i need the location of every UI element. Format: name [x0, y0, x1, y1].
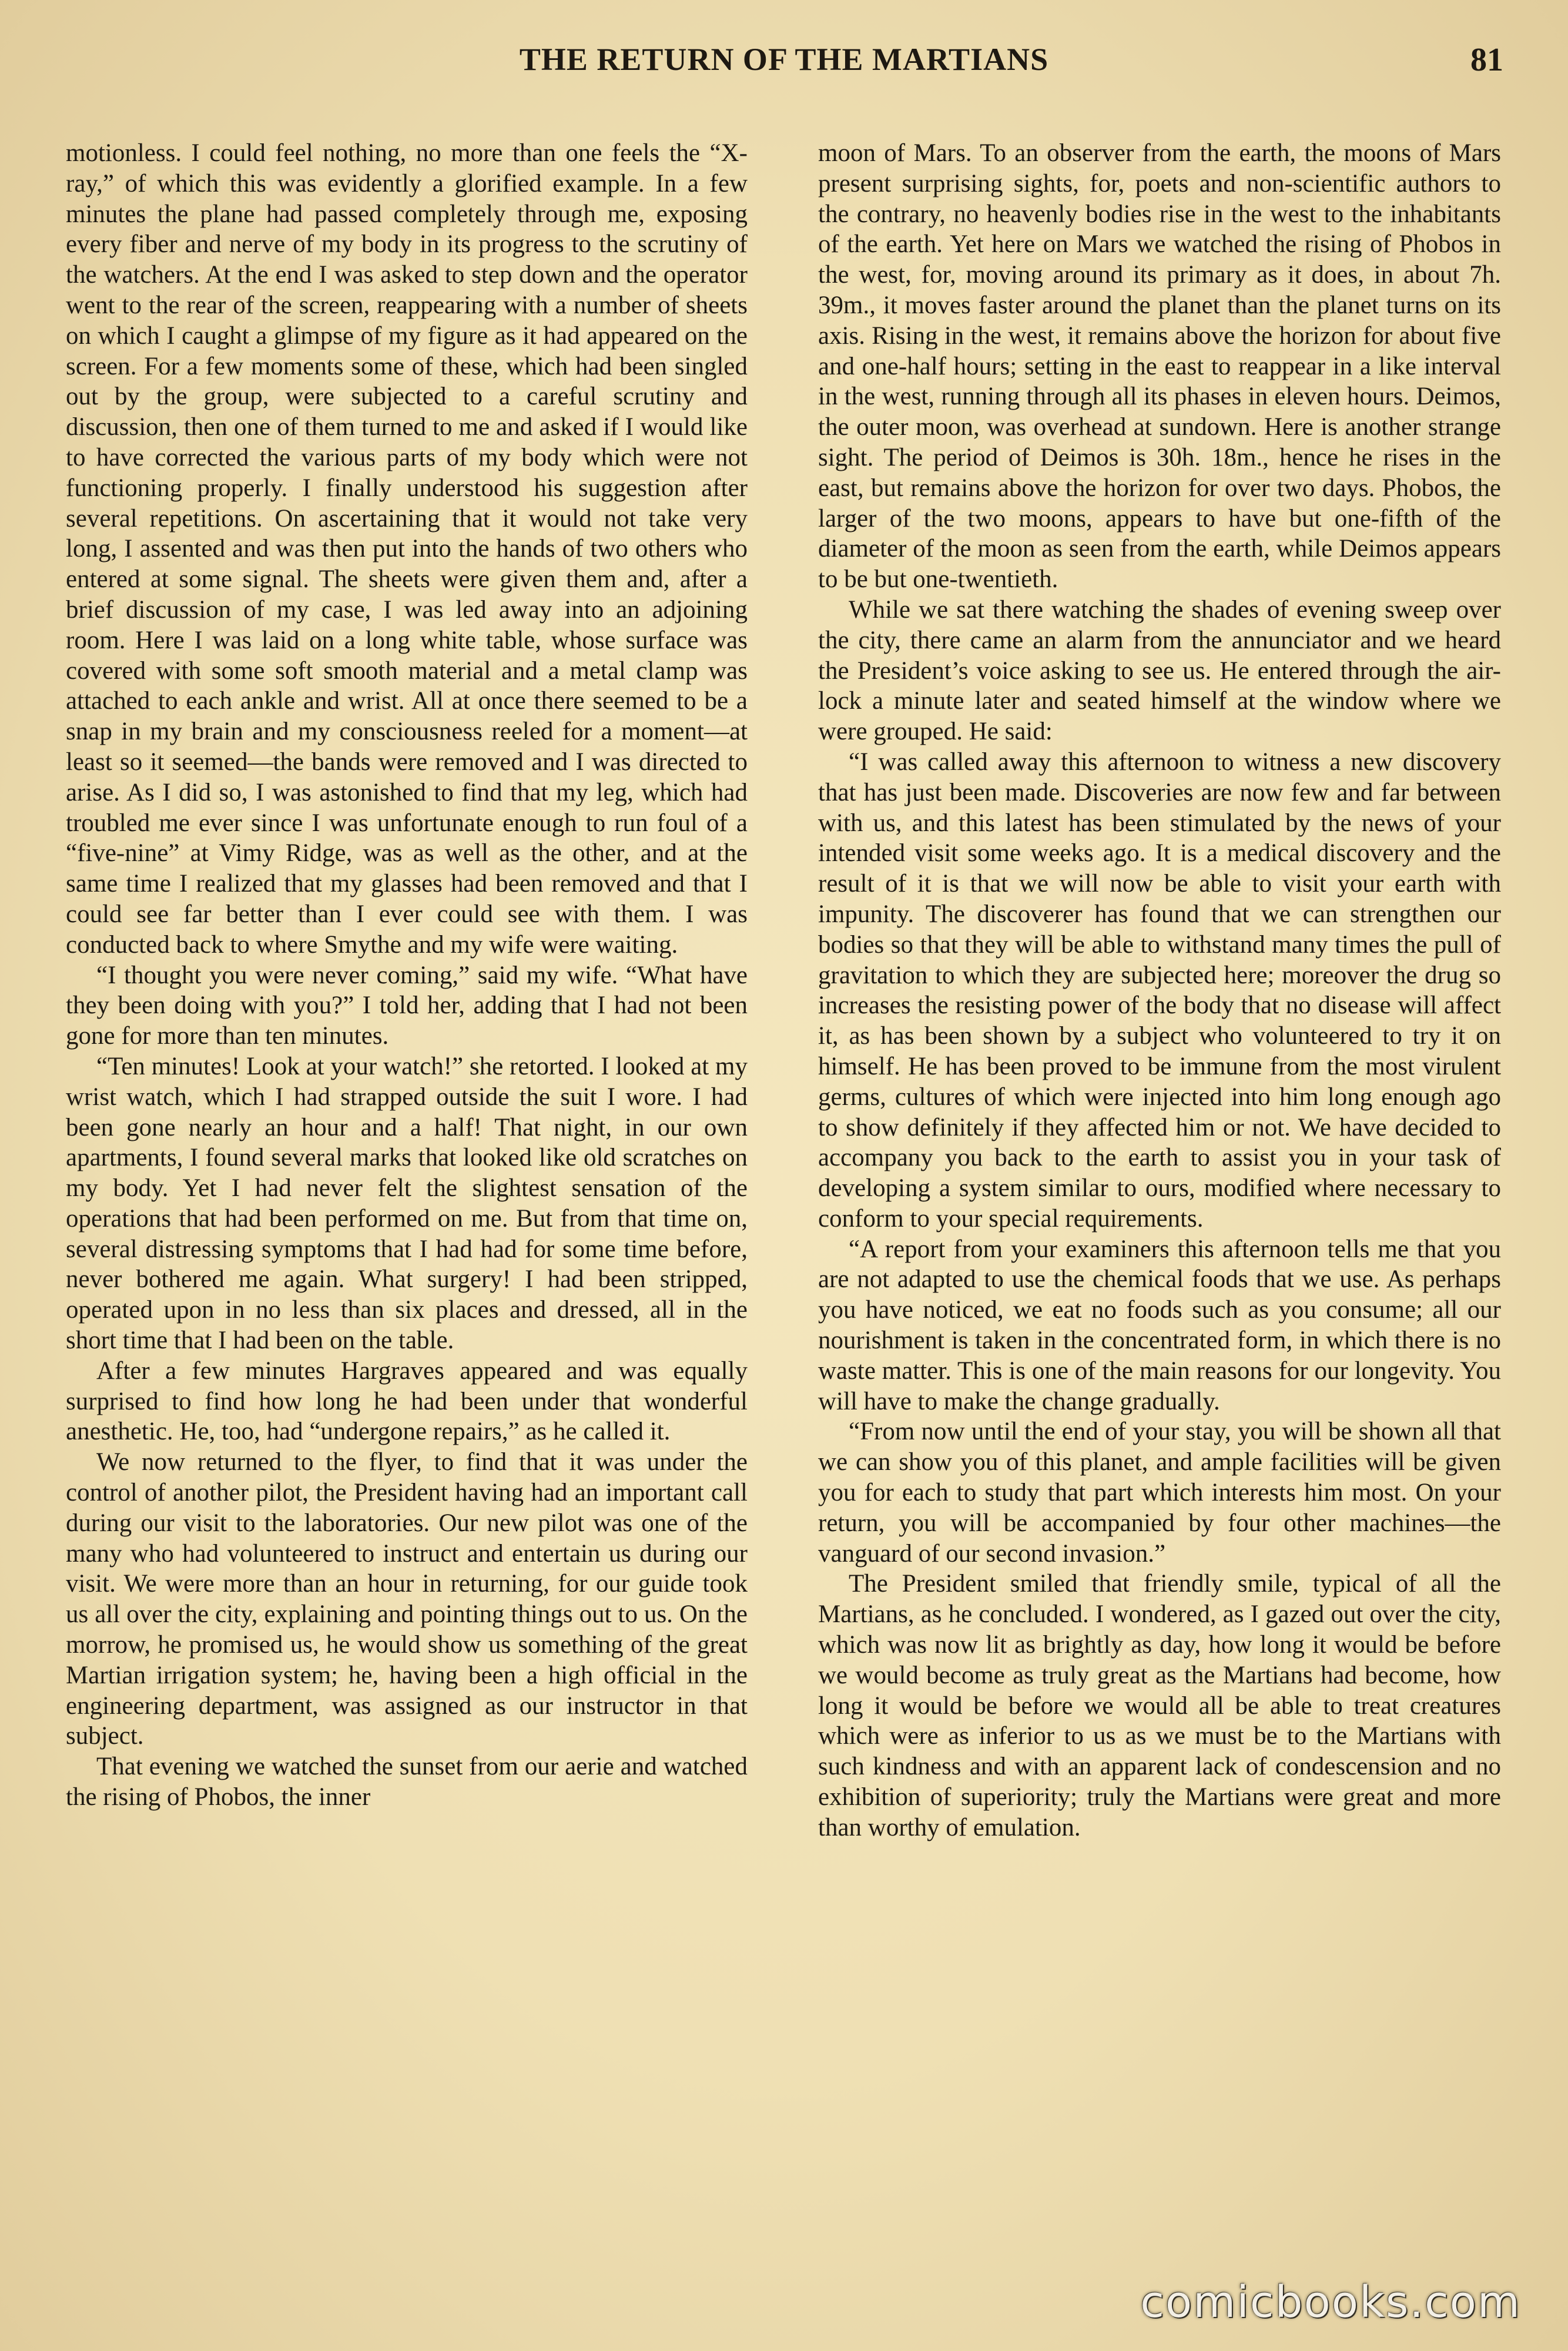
- paragraph: The President smiled that friendly smile, typical of all the Martians, as he concluded. I wondered, as I gazed out over the city, which was now lit as brightly as day, how long it would be before we would become as truly great as the Martians had become, how long it would be before we would all be able to treat creatures which were as inferior to us as we must be to the Martians with such kindness and with an apparent lack of condescension and no exhibition of superiority; truly the Martians were great and more than worthy of emulation.: [818, 1570, 1501, 1841]
- paragraph: While we sat there watching the shades of evening sweep over the city, there came an alarm from the annunciator and we heard the President’s voice asking to see us. He entered through the air-lock a minute later and seated himself at the window where we were grouped. He said:: [818, 595, 1501, 746]
- paragraph: motionless. I could feel nothing, no more than one feels the “X-ray,” of which this was evidently a glorified example. In a few minutes the plane had passed completely through me, exposing every fiber and nerve of my body in its progress to the scrutiny of the watchers. At the end I was asked to step down and the operator went to the rear of the screen, reappearing with a number of sheets on which I caught a glimpse of my figure as it had appeared on the screen. For a few moments some of these, which had been singled out by the group, were subjected to a careful scrutiny and discussion, then one of them turned to me and asked if I would like to have corrected the various parts of my body which were not functioning properly. I finally understood his suggestion after several repetitions. On ascertaining that it would not take very long, I assented and was then put into the hands of two others who entered at some signal. The sheets were given them and, after a brief discussion of my case, I was led away into an adjoining room. Here I was laid on a long white table, whose surface was covered with some soft smooth material and a metal clamp was attached to each ankle and wrist. All at once there seemed to be a snap in my brain and my consciousness reeled for a moment—at least so it seemed—the bands were removed and I was directed to arise. As I did so, I was astonished to find that my leg, which had troubled me ever since I was unfortunate enough to run foul of a “five-nine” at Vimy Ridge, was as well as the other, and at the same time I realized that my glasses had been removed and that I could see far better than I ever could see with them. I was conducted back to where Smythe and my wife were waiting.: [66, 139, 748, 959]
- paragraph: “From now until the end of your stay, you will be shown all that we can show you of this planet, and ample facilities will be given you for each to study that part which interests him most. On your return, you will be accompanied by four other machines—the vanguard of our second invasion.”: [818, 1418, 1501, 1568]
- paragraph: After a few minutes Hargraves appeared and was equally surprised to find how long he had been under that wonderful anesthetic. He, too, had “undergone repairs,” as he called it.: [66, 1357, 748, 1446]
- right-column: [818, 138, 1501, 1843]
- page-number: 81: [1470, 42, 1503, 78]
- paragraph: That evening we watched the sunset from our aerie and watched the rising of Phobos, the inner: [66, 1753, 748, 1811]
- left-column: [66, 138, 748, 1813]
- page-header: [0, 41, 1568, 94]
- paragraph: “A report from your examiners this afternoon tells me that you are not adapted to use the chemical foods that we use. As perhaps you have noticed, we eat no foods such as you consume; all our nourishment is taken in the concentrated form, in which there is no waste matter. This is one of the main reasons for our longevity. You will have to make the change gradually.: [818, 1235, 1501, 1415]
- paragraph: “I was called away this afternoon to witness a new discovery that has just been made. Discoveries are now few and far between with us, and this latest has been stimulated by the news of your intended visit some weeks ago. It is a medical discovery and the result of it is that we will now be able to visit your earth with impunity. The discoverer has found that we can strengthen our bodies so that they will be able to withstand many times the pull of gravitation to which they are subjected here; moreover the drug so increases the resisting power of the body that no disease will affect it, as has been shown by a subject who volunteered to try it on himself. He has been proved to be immune from the most virulent germs, cultures of which were injected into him long enough ago to show definitely if they affected him or not. We have decided to accompany you back to the earth to assist you in your task of developing a system similar to ours, modified where necessary to conform to your special requirements.: [818, 748, 1501, 1233]
- paragraph: moon of Mars. To an observer from the earth, the moons of Mars present surprising sights, for, poets and non-scientific authors to the contrary, no heavenly bodies rise in the west to the inhabitants of the earth. Yet here on Mars we watched the rising of Phobos in the west, for, moving around its primary as it does, in about 7h. 39m., it moves faster around the planet than the planet turns on its axis. Rising in the west, it remains above the horizon for about five and one-half hours; setting in the east to reappear in a like interval in the west, running through all its phases in eleven hours. Deimos, the outer moon, was overhead at sundown. Here is another strange sight. The period of Deimos is 30h. 18m., hence he rises in the east, but remains above the horizon for over two days. Phobos, the larger of the two moons, appears to have but one-fifth of the diameter of the moon as seen from the earth, while Deimos appears to be but one-twentieth.: [818, 139, 1501, 594]
- running-head: THE RETURN OF THE MARTIANS: [519, 42, 1049, 77]
- paragraph: We now returned to the flyer, to find that it was under the control of another pilot, the President having had an important call during our visit to the laboratories. Our new pilot was one of the many who had volunteered to instruct and entertain us during our visit. We were more than an hour in returning, for our guide took us all over the city, explaining and pointing things out to us. On the morrow, he promised us, he would show us something of the great Martian irrigation system; he, having been a high official in the engineering department, was assigned as our instructor in that subject.: [66, 1448, 748, 1750]
- paragraph: “Ten minutes! Look at your watch!” she retorted. I looked at my wrist watch, which I had strapped outside the suit I wore. I had been gone nearly an hour and a half! That night, in our own apartments, I found several marks that looked like old scratches on my body. Yet I had never felt the slightest sensation of the operations that had been performed on me. But from that time on, several distressing symptoms that I had had for some time before, never bothered me again. What surgery! I had been stripped, operated upon in no less than six places and dressed, all in the short time that I had been on the table.: [66, 1052, 748, 1355]
- paragraph: “I thought you were never coming,” said my wife. “What have they been doing with you?” I told her, adding that I had not been gone for more than ten minutes.: [66, 961, 748, 1050]
- site-watermark: comicbooks.com: [1140, 2277, 1521, 2327]
